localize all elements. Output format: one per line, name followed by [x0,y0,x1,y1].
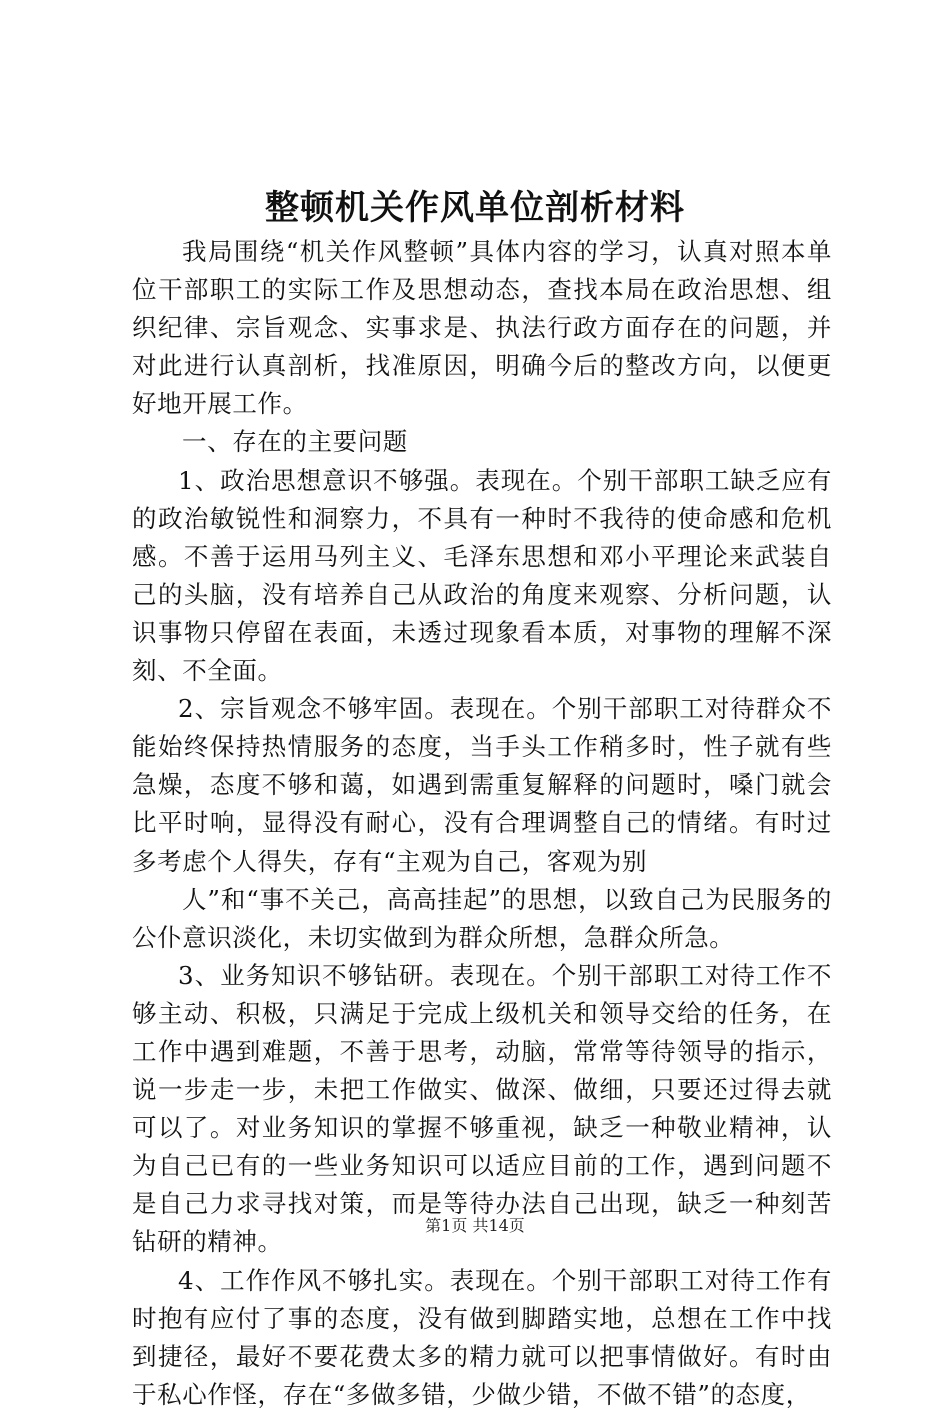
issue-paragraph-1: 1、政治思想意识不够强。表现在。个别干部职工缺乏应有的政治敏锐性和洞察力，不具有一种时不我待的使命感和危机感。不善于运用马列主义、毛泽东思想和邓小平理论来武装自己的头脑，没有培养自己从政治的角度来观察、分析问题，认识事物只停留在表面，未透过现象看本质，对事物的理解不深刻、不全面。 [132,465,832,686]
document-title: 整顿机关作风单位剖析材料 [265,188,685,228]
issue-paragraph-2: 2、宗旨观念不够牢固。表现在。个别干部职工对待群众不能始终保持热情服务的态度，当手头工作稍多时，性子就有些急燥，态度不够和蔼，如遇到需重复解释的问题时，嗓门就会比平时响，显得没有耐心，没有合理调整自己的情绪。有时过多考虑个人得失，存有“主观为自己，客观为别 [132,694,832,876]
issue-paragraph-3: 3、业务知识不够钻研。表现在。个别干部职工对待工作不够主动、积极，只满足于完成上级机关和领导交给的任务，在工作中遇到难题，不善于思考，动脑，常常等待领导的指示，说一步走一步，未把工作做实、做深、做细，只要还过得去就可以了。对业务知识的掌握不够重视，缺乏一种敬业精神，认为自己已有的一些业务知识可以适应目前的工作，遇到问题不是自己力求寻找对策，而是等待办法自己出现，缺乏一种刻苦钻研的精神。 [132,960,832,1257]
section-heading: 一、存在的主要问题 [182,427,408,457]
issue-paragraph-4: 4、工作作风不够扎实。表现在。个别干部职工对待工作有时抱有应付了事的态度，没有做到脚踏实地，总想在工作中找到捷径，最好不要花费太多的精力就可以把事情做好。有时由于私心作怪，存在“多做多错，少做少错，不做不错”的态度， [132,1265,832,1409]
page-number: 第1页 共14页 [425,1216,525,1235]
intro-paragraph: 我局围绕“机关作风整顿”具体内容的学习，认真对照本单位干部职工的实际工作及思想动态，查找本局在政治思想、组织纪律、宗旨观念、实事求是、执法行政方面存在的问题，并对此进行认真剖析，找准原因，明确今后的整改方向，以便更好地开展工作。 [132,237,832,419]
issue-paragraph-2-continued: 人”和“事不关己，高高挂起”的思想，以致自己为民服务的公仆意识淡化，未切实做到为群众所想，急群众所急。 [132,884,832,952]
